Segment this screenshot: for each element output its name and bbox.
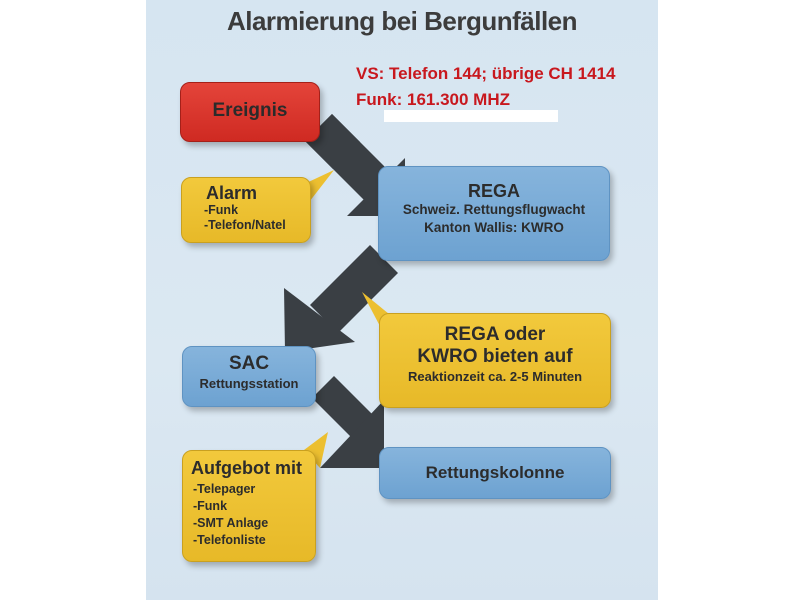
bieten-line3: Reaktionzeit ca. 2-5 Minuten: [407, 369, 583, 384]
sac-title: SAC: [228, 353, 270, 374]
node-sac: [182, 346, 316, 407]
alarm-item: -Telefon/Natel: [204, 218, 286, 232]
kolonne-label: Rettungskolonne: [425, 463, 565, 482]
node-rettungskolonne: [379, 447, 611, 499]
node-ereignis: [180, 82, 320, 142]
node-rega: [378, 166, 610, 261]
sac-subtitle: Rettungsstation: [199, 376, 299, 391]
bieten-line2: KWRO bieten auf: [417, 346, 573, 367]
info-phone: VS: Telefon 144; übrige CH 1414: [356, 64, 616, 83]
rega-line2: Kanton Wallis: KWRO: [424, 220, 564, 235]
alarm-item: -Funk: [204, 203, 239, 217]
info-radio: Funk: 161.300 MHZ: [356, 90, 510, 109]
diagram-title: Alarmierung bei Bergunfällen: [226, 6, 578, 36]
alarm-title: Alarm: [206, 183, 258, 203]
ereignis-label: Ereignis: [212, 100, 288, 121]
aufgebot-item: -Telepager: [193, 482, 256, 496]
bieten-line1: REGA oder: [444, 324, 546, 345]
node-aufgebot: [182, 450, 316, 562]
rega-line1: Schweiz. Rettungsflugwacht: [402, 202, 586, 217]
aufgebot-item: -Funk: [193, 499, 228, 513]
aufgebot-title: Aufgebot mit: [191, 458, 302, 478]
node-alarm: [181, 177, 311, 243]
node-bieten: [379, 313, 611, 408]
aufgebot-item: -Telefonliste: [193, 533, 266, 547]
aufgebot-item: -SMT Anlage: [193, 516, 269, 530]
rega-title: REGA: [467, 181, 520, 201]
